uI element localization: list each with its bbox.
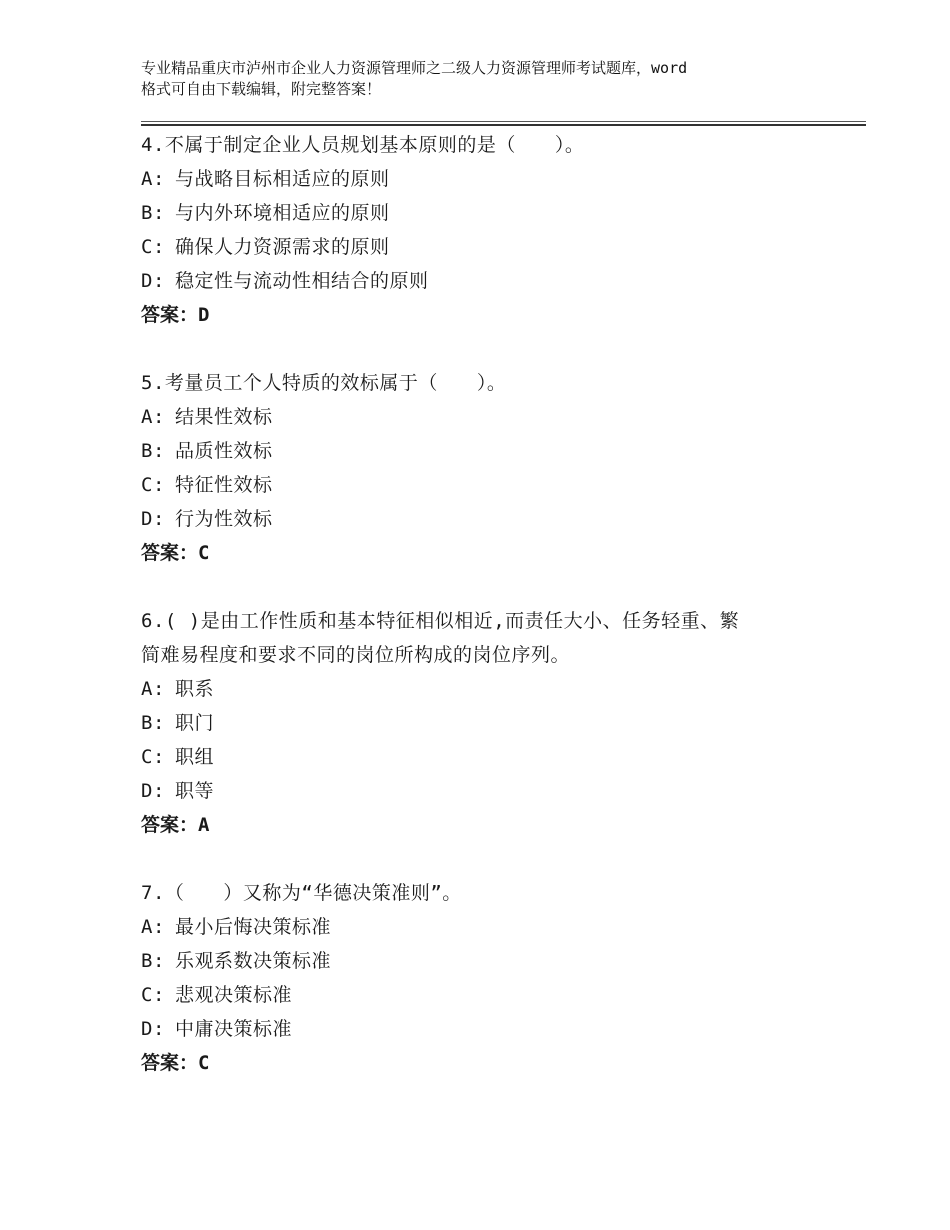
option-text: 中庸决策标准 bbox=[175, 1018, 293, 1040]
option-text: 职等 bbox=[175, 780, 215, 802]
header-divider-thin bbox=[141, 121, 866, 122]
option-a bbox=[141, 162, 841, 196]
question-spacer bbox=[141, 842, 841, 876]
question-stem: 6.( )是由工作性质和基本特征相似相近,而责任大小、任务轻重、繁 bbox=[141, 610, 740, 632]
option-text: 确保人力资源需求的原则 bbox=[175, 236, 390, 258]
option-text: 特征性效标 bbox=[175, 474, 273, 496]
option-key: D: bbox=[141, 1018, 165, 1040]
option-text: 职系 bbox=[175, 678, 215, 700]
header-line-2: 格式可自由下载编辑，附完整答案！ bbox=[141, 80, 382, 98]
option-key: A: bbox=[141, 168, 165, 190]
option-c bbox=[141, 740, 841, 774]
option-d bbox=[141, 774, 841, 808]
answer-label: 答案：A bbox=[141, 814, 210, 836]
option-key: A: bbox=[141, 678, 165, 700]
question-stem: 4.不属于制定企业人员规划基本原则的是（ ）。 bbox=[141, 134, 585, 156]
option-b bbox=[141, 196, 841, 230]
answer-label: 答案：C bbox=[141, 1052, 210, 1074]
question-stem: 5.考量员工个人特质的效标属于（ ）。 bbox=[141, 372, 507, 394]
option-text: 行为性效标 bbox=[175, 508, 273, 530]
option-text: 品质性效标 bbox=[175, 440, 273, 462]
option-b bbox=[141, 706, 841, 740]
option-key: D: bbox=[141, 270, 165, 292]
option-key: A: bbox=[141, 406, 165, 428]
option-text: 结果性效标 bbox=[175, 406, 273, 428]
option-text: 职组 bbox=[175, 746, 215, 768]
option-key: B: bbox=[141, 202, 165, 224]
option-text: 与内外环境相适应的原则 bbox=[175, 202, 390, 224]
question-7 bbox=[141, 876, 841, 1080]
question-stem: 7.（ ）又称为“华德决策准则”。 bbox=[141, 882, 462, 904]
option-b bbox=[141, 434, 841, 468]
option-c bbox=[141, 230, 841, 264]
question-spacer bbox=[141, 332, 841, 366]
option-c bbox=[141, 468, 841, 502]
option-d bbox=[141, 264, 841, 298]
option-text: 稳定性与流动性相结合的原则 bbox=[175, 270, 429, 292]
question-5 bbox=[141, 366, 841, 570]
option-a bbox=[141, 400, 841, 434]
question-6 bbox=[141, 604, 841, 842]
header-line-1: 专业精品重庆市泸州市企业人力资源管理师之二级人力资源管理师考试题库，word bbox=[141, 59, 688, 77]
question-list bbox=[141, 128, 841, 1080]
option-key: D: bbox=[141, 508, 165, 530]
option-key: B: bbox=[141, 950, 165, 972]
option-key: C: bbox=[141, 474, 165, 496]
answer-label: 答案：D bbox=[141, 304, 210, 326]
header-divider-thick bbox=[141, 124, 866, 126]
option-key: B: bbox=[141, 712, 165, 734]
option-key: D: bbox=[141, 780, 165, 802]
option-b bbox=[141, 944, 841, 978]
option-text: 职门 bbox=[175, 712, 215, 734]
option-key: C: bbox=[141, 746, 165, 768]
option-a bbox=[141, 910, 841, 944]
answer-label: 答案：C bbox=[141, 542, 210, 564]
option-c bbox=[141, 978, 841, 1012]
question-spacer bbox=[141, 570, 841, 604]
option-key: C: bbox=[141, 236, 165, 258]
document-header bbox=[141, 58, 841, 100]
option-text: 悲观决策标准 bbox=[175, 984, 293, 1006]
option-d bbox=[141, 502, 841, 536]
option-d bbox=[141, 1012, 841, 1046]
option-text: 与战略目标相适应的原则 bbox=[175, 168, 390, 190]
option-key: B: bbox=[141, 440, 165, 462]
question-stem-continued: 简难易程度和要求不同的岗位所构成的岗位序列。 bbox=[141, 644, 571, 666]
option-key: C: bbox=[141, 984, 165, 1006]
option-a bbox=[141, 672, 841, 706]
option-key: A: bbox=[141, 916, 165, 938]
option-text: 乐观系数决策标准 bbox=[175, 950, 332, 972]
option-text: 最小后悔决策标准 bbox=[175, 916, 332, 938]
question-4 bbox=[141, 128, 841, 332]
